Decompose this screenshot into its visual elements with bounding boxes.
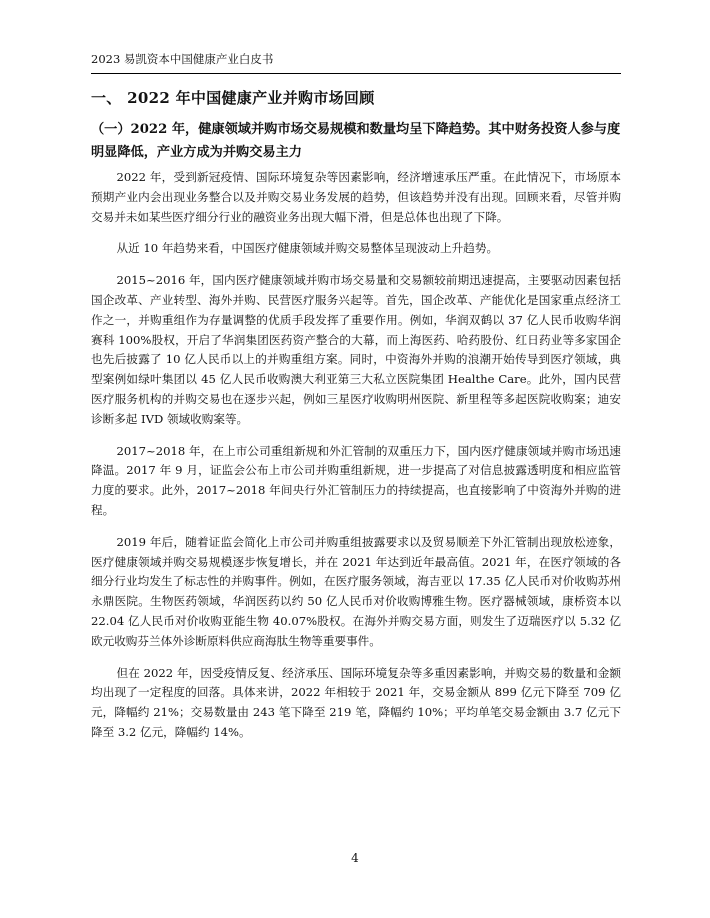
paragraph: 2019 年后，随着证监会简化上市公司并购重组披露要求以及贸易顺差下外汇管制出现放松迹象，医疗健康领域并购交易规模逐步恢复增长，并在 2021 年达到近年最高值。2021 年，在医疗领域的各细分行业均发生了标志性的并购事件。例如，在医疗服务领域，海吉亚以 17.35 亿人民币对价收购苏州永鼎医院。生物医药领域，华润医药以约 50 亿人民币对价收购博雅生物。医疗器械领域，康桥资本以 22.04 亿人民币对价收购亚能生物 40.07%股权。在海外并购交易方面，则发生了迈瑞医疗以 5.32 亿欧元收购芬兰体外诊断原料供应商海肽生物等重要事件。 xyxy=(91,534,621,648)
paragraph: 从近 10 年趋势来看，中国医疗健康领域并购交易整体呈现波动上升趋势。 xyxy=(116,241,499,256)
body-text xyxy=(91,168,621,755)
section-heading: 一、 2022 年中国健康产业并购市场回顾 xyxy=(91,89,375,107)
paragraph: 2017~2018 年，在上市公司重组新规和外汇管制的双重压力下，国内医疗健康领域并购市场迅速降温。2017 年 9 月，证监会公布上市公司并购重组新规，进一步提高了对信息披露透明度和相应监管力度的要求。此外，2017~2018 年间央行外汇管制压力的持续提高，也直接影响了中资海外并购的进程。 xyxy=(91,443,621,517)
paragraph: 但在 2022 年，因受疫情反复、经济承压、国际环境复杂等多重因素影响，并购交易的数量和金额均出现了一定程度的回落。具体来讲，2022 年相较于 2021 年，交易金额从 899 亿元下降至 709 亿元，降幅约 21%；交易数量由 243 笔下降至 219 笔，降幅约 10%；平均单笔交易金额由 3.7 亿元下降至 3.2 亿元，降幅约 14%。 xyxy=(91,665,621,739)
paragraph: 2022 年，受到新冠疫情、国际环境复杂等因素影响，经济增速承压严重。在此情况下，市场原本预期产业内会出现业务整合以及并购交易业务发展的趋势，但该趋势并没有出现。回顾来看，尽管并购交易并未如某些医疗细分行业的融资业务出现大幅下滑，但是总体也出现了下降。 xyxy=(91,170,621,224)
header-divider xyxy=(91,73,621,74)
paragraph: 2015~2016 年，国内医疗健康领域并购市场交易量和交易额较前期迅速提高，主要驱动因素包括国企改革、产业转型、海外并购、民营医疗服务兴起等。首先，国企改革、产能优化是国家重点经济工作之一，并购重组作为存量调整的优质手段发挥了重要作用。例如，华润双鹤以 37 亿人民币收购华润赛科 100%股权，开启了华润集团医药资产整合的大幕，而上海医药、哈药股份、红日药业等多家国企也先后披露了 10 亿人民币以上的并购重组方案。同时，中资海外并购的浪潮开始传导到医疗领域，典型案例如绿叶集团以 45 亿人民币收购澳大利亚第三大私立医院集团 Healthe Care。此外，国内民营医疗服务机构的并购交易也在逐步兴起，例如三星医疗收购明州医院、新里程等多起医院收购案；迪安诊断多起 IVD 领域收购案等。 xyxy=(91,273,621,426)
subsection-heading: （一）2022 年，健康领域并购市场交易规模和数量均呈下降趋势。其中财务投资人参与度明显降低，产业方成为并购交易主力 xyxy=(91,122,621,160)
running-header: 2023 易凯资本中国健康产业白皮书 xyxy=(91,52,274,66)
page-number: 4 xyxy=(351,851,359,865)
